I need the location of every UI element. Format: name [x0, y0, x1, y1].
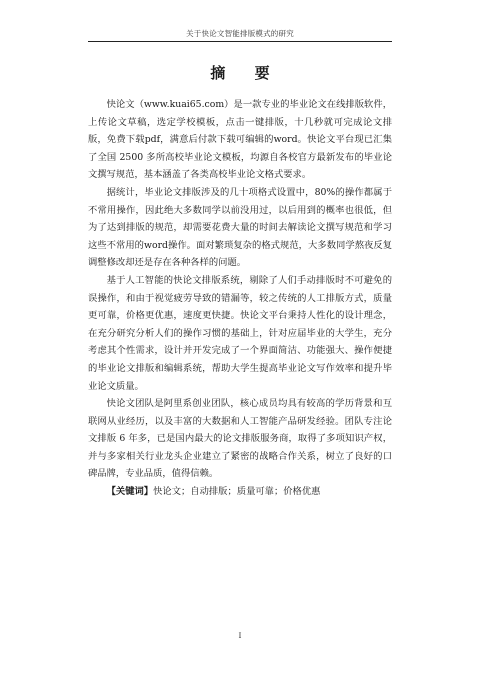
abstract-title: 摘 要 — [210, 64, 282, 82]
keywords-text: 快论文；自动排版；质量可靠；价格优惠 — [153, 486, 321, 498]
header-rule — [88, 41, 392, 42]
abstract-paragraph: 快论文（www.kuai65.com）是一款专业的毕业论文在线排版软件，上传论文草稿，选定学校模板，点击一键排版，十几秒就可完成论文排版，免费下载pdf，满意后付款下载可编辑的word。快论文平台现已汇集了全国 2500 多所高校毕业论文模板，均源自各校官方最新发布的毕业论文撰写规范，基本涵盖了各类高校毕业论文格式要求。 — [88, 99, 392, 181]
abstract-body — [88, 96, 392, 501]
abstract-paragraph: 据统计，毕业论文排版涉及的几十项格式设置中，80%的操作都属于不常用操作，因此绝大多数同学以前没用过，以后用到的概率也很低，但为了达到排版的规范，却需要花费大量的时间去解读论文撰写规范和学习这些不常用的word操作。面对繁琐复杂的格式规范，大多数同学熬夜反复调整修改却还是存在各种各样的问题。 — [88, 186, 392, 269]
abstract-paragraph: 快论文团队是阿里系创业团队，核心成员均具有较高的学历背景和互联网从业经历，以及丰富的大数据和人工智能产品研发经验。团队专注论文排版 6 年多，已是国内最大的论文排版服务商，取得了多项知识产权，并与多家相关行业龙头企业建立了紧密的战略合作关系，树立了良好的口碑品牌，专业品质，值得信赖。 — [88, 398, 392, 480]
keywords-label: 【关键词】 — [106, 486, 154, 498]
keywords-line — [88, 483, 392, 501]
running-header: 关于快论文智能排版模式的研究 — [186, 29, 294, 38]
abstract-paragraph: 基于人工智能的快论文排版系统，剔除了人们手动排版时不可避免的误操作，和由于视觉疲劳导致的错漏等，较之传统的人工排版方式，质量更可靠，价格更优惠，速度更快捷。快论文平台秉持人性化的设计理念，在充分研究分析人们的操作习惯的基础上，针对应届毕业的大学生，充分考虑其个性需求，设计并开发完成了一个界面简洁、功能强大、操作便捷的毕业论文排版和编辑系统，帮助大学生提高毕业论文写作效率和提升毕业论文质量。 — [88, 274, 392, 392]
page-number: I — [238, 631, 242, 640]
